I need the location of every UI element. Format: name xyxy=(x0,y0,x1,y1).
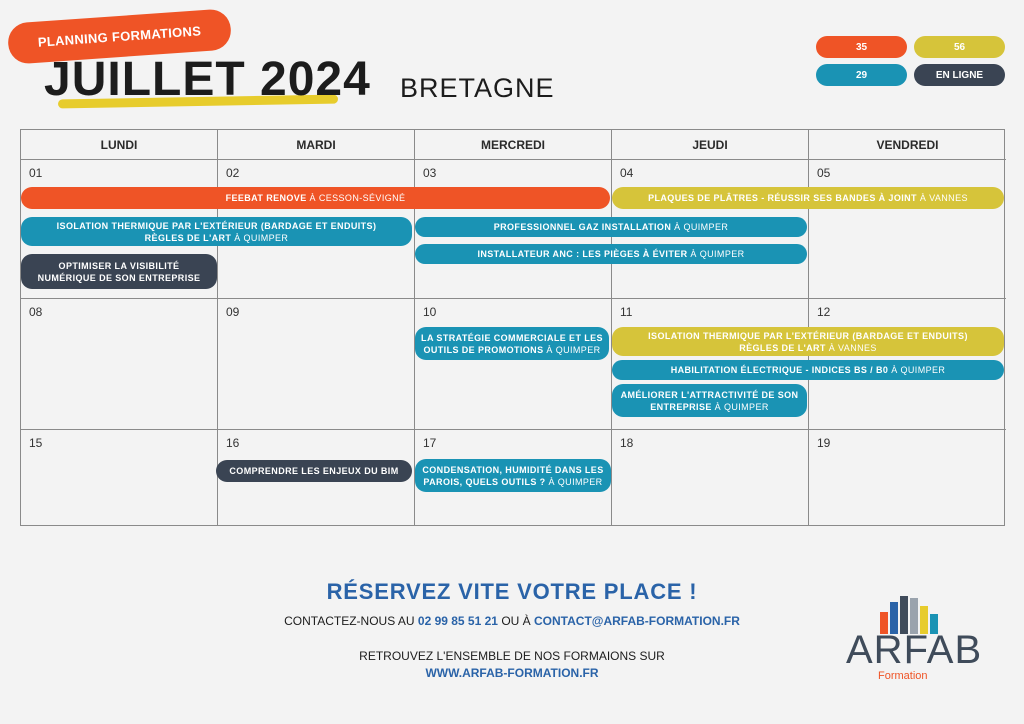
event-title: PLAQUES DE PLÂTRES - RÉUSSIR SES BANDES À JOINT xyxy=(648,193,917,203)
event-feebat[interactable] xyxy=(21,187,610,209)
logo-subtitle: Formation xyxy=(878,670,928,682)
day-number: 09 xyxy=(226,305,240,319)
day-header-lundi: LUNDI xyxy=(21,130,218,160)
legend-35: 35 xyxy=(816,36,907,58)
event-condensation-humidite[interactable] xyxy=(415,459,611,492)
day-number: 03 xyxy=(423,166,437,180)
day-number: 12 xyxy=(817,305,831,319)
day-header-jeudi: JEUDI xyxy=(612,130,809,160)
day-cell xyxy=(612,430,809,525)
day-number: 02 xyxy=(226,166,240,180)
event-title: COMPRENDRE LES ENJEUX DU BIM xyxy=(229,466,399,476)
event-location: À VANNES xyxy=(919,193,968,203)
page-title: JUILLET 2024 xyxy=(44,53,371,106)
day-cell xyxy=(809,430,1006,525)
day-number: 10 xyxy=(423,305,437,319)
event-installateur-anc[interactable] xyxy=(415,244,807,264)
day-cell xyxy=(415,299,612,430)
cta-title: RÉSERVEZ VITE VOTRE PLACE ! xyxy=(326,579,698,604)
event-location: À CESSON-SÉVIGNÉ xyxy=(309,193,406,203)
event-title-line2: OUTILS DE PROMOTIONS xyxy=(423,344,544,355)
arfab-logo xyxy=(842,586,983,686)
event-isolation-thermique-vannes[interactable] xyxy=(612,327,1004,356)
day-number: 05 xyxy=(817,166,831,180)
event-location: À QUIMPER xyxy=(234,232,289,243)
day-header-vendredi: VENDREDI xyxy=(809,130,1006,160)
event-location: À QUIMPER xyxy=(548,476,603,487)
day-cell xyxy=(218,299,415,430)
event-location: À QUIMPER xyxy=(546,344,601,355)
event-strategie-commerciale[interactable] xyxy=(415,327,609,360)
event-attractivite-entreprise[interactable] xyxy=(612,384,807,417)
event-title: OPTIMISER LA VISIBILITÉ xyxy=(58,260,180,271)
event-title: LA STRATÉGIE COMMERCIALE ET LES xyxy=(421,332,603,343)
contact-prefix: CONTACTEZ-NOUS AU xyxy=(284,614,415,628)
logo-wordmark: ARFAB xyxy=(846,628,983,672)
region-title: BRETAGNE xyxy=(400,73,555,103)
event-habilitation-electrique[interactable] xyxy=(612,360,1004,380)
planning-tag: PLANNING FORMATIONS xyxy=(7,8,232,64)
legend-29: 29 xyxy=(816,64,907,86)
day-number: 15 xyxy=(29,436,43,450)
event-title: INSTALLATEUR ANC : LES PIÈGES À ÉVITER xyxy=(477,249,688,259)
event-isolation-thermique-quimper[interactable] xyxy=(21,217,412,246)
day-cell xyxy=(809,160,1006,299)
legend-56: 56 xyxy=(914,36,1005,58)
event-location: À QUIMPER xyxy=(891,365,946,375)
day-number: 04 xyxy=(620,166,634,180)
event-title: HABILITATION ÉLECTRIQUE - INDICES BS / B0 xyxy=(670,365,889,375)
website-link[interactable]: WWW.ARFAB-FORMATION.FR xyxy=(425,666,599,680)
day-number: 01 xyxy=(29,166,43,180)
event-title: ISOLATION THERMIQUE PAR L'EXTÉRIEUR (BARDAGE ET ENDUITS) xyxy=(56,220,377,231)
event-title-line2: RÈGLES DE L'ART xyxy=(144,232,232,243)
event-plaques-platre[interactable] xyxy=(612,187,1004,209)
event-title-line2: ENTREPRISE xyxy=(650,401,712,412)
day-header-mercredi: MERCREDI xyxy=(415,130,612,160)
contact-mid: OU À xyxy=(501,614,531,628)
day-cell xyxy=(21,299,218,430)
day-header-mardi: MARDI xyxy=(218,130,415,160)
event-gaz-installation[interactable] xyxy=(415,217,807,237)
event-title-line2: PAROIS, QUELS OUTILS ? xyxy=(423,476,546,487)
day-number: 19 xyxy=(817,436,831,450)
day-number: 11 xyxy=(620,305,633,319)
day-number: 18 xyxy=(620,436,634,450)
event-title-line2: NUMÉRIQUE DE SON ENTREPRISE xyxy=(37,272,201,283)
event-location: À QUIMPER xyxy=(674,222,729,232)
legend-en-ligne: EN LIGNE xyxy=(914,64,1005,86)
event-title: ISOLATION THERMIQUE PAR L'EXTÉRIEUR (BARDAGE ET ENDUITS) xyxy=(648,330,968,341)
event-location: À VANNES xyxy=(828,342,877,353)
event-enjeux-bim[interactable] xyxy=(216,460,412,482)
event-title: PROFESSIONNEL GAZ INSTALLATION xyxy=(493,222,672,232)
formations-line: RETROUVEZ L'ENSEMBLE DE NOS FORMAIONS SUR xyxy=(359,649,665,663)
day-number: 17 xyxy=(423,436,437,450)
event-title: AMÉLIORER L'ATTRACTIVITÉ DE SON xyxy=(620,389,799,400)
event-title: CONDENSATION, HUMIDITÉ DANS LES xyxy=(422,464,604,475)
phone-number[interactable]: 02 99 85 51 21 xyxy=(417,614,498,628)
event-location: À QUIMPER xyxy=(714,401,769,412)
day-cell xyxy=(21,430,218,525)
day-number: 16 xyxy=(226,436,240,450)
event-title: FEEBAT RENOVE xyxy=(225,193,307,203)
event-location: À QUIMPER xyxy=(690,249,745,259)
event-title-line2: RÈGLES DE L'ART xyxy=(739,342,826,353)
event-visibilite-numerique[interactable] xyxy=(21,254,217,289)
day-number: 08 xyxy=(29,305,43,319)
contact-email[interactable]: CONTACT@ARFAB-FORMATION.FR xyxy=(534,614,740,628)
